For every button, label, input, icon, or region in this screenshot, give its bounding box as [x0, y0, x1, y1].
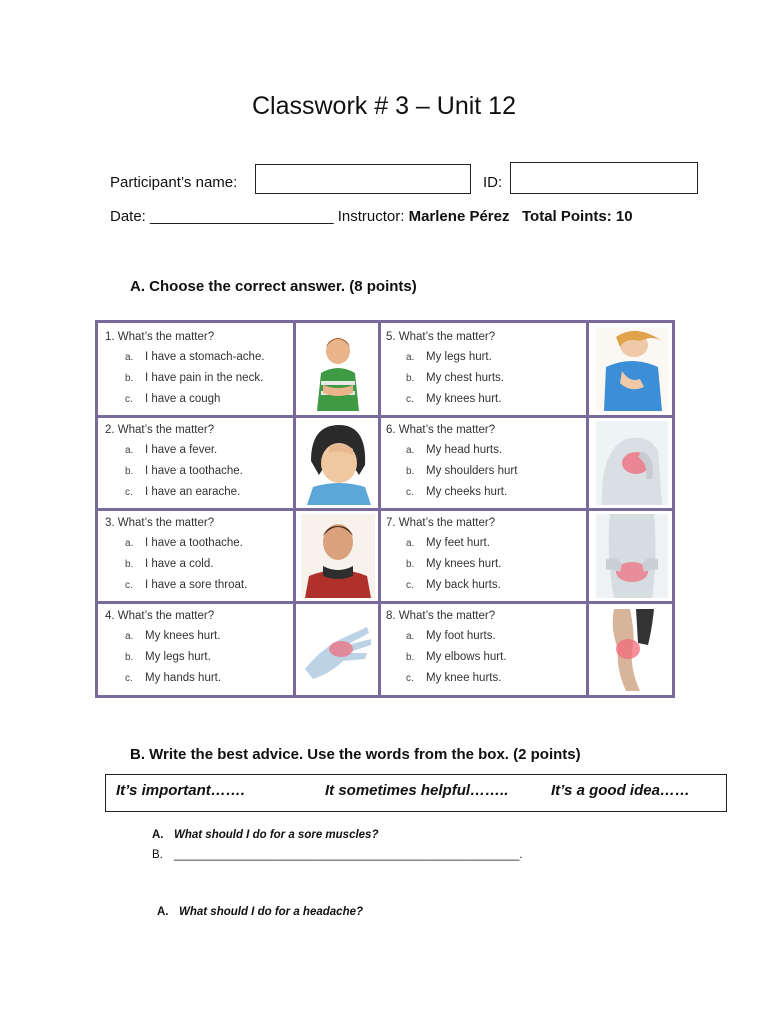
- option-c[interactable]: c. My hands hurt.: [125, 672, 222, 684]
- option-c[interactable]: c. I have an earache.: [125, 486, 241, 498]
- exercise-grid: [95, 320, 675, 698]
- option-c[interactable]: c. I have a cough: [125, 393, 221, 405]
- option-a[interactable]: a. My knees hurt.: [125, 630, 221, 642]
- fever-child-image: [301, 421, 375, 505]
- sore-throat-man-image: [301, 514, 375, 598]
- option-b[interactable]: b. My knees hurt.: [406, 558, 502, 570]
- knee-pain-image: [596, 609, 668, 691]
- page-title: Classwork # 3 – Unit 12: [251, 92, 516, 120]
- question-4: 4. What’s the matter? a. My knees hurt. b. My legs hurt. c. My hands hurt.: [105, 606, 221, 689]
- question-7: 7. What’s the matter? a. My feet hurt. b. My knees hurt. c. My back hurts.: [386, 513, 501, 596]
- option-b[interactable]: b. My legs hurt.: [125, 651, 211, 663]
- instructor-name: Marlene Pérez: [408, 208, 510, 225]
- option-c[interactable]: c. I have a sore throat.: [125, 579, 248, 591]
- option-c[interactable]: c. My back hurts.: [406, 579, 501, 591]
- total-points: Total Points: 10: [522, 208, 633, 225]
- word-box: [105, 774, 727, 812]
- option-a[interactable]: a. I have a fever.: [125, 444, 218, 456]
- instructor-label: Instructor:: [337, 208, 405, 225]
- word-box-phrase: It sometimes helpful……..: [325, 782, 509, 799]
- date-label: Date: ______________________: [110, 208, 334, 225]
- option-a[interactable]: a. I have a stomach-ache.: [125, 351, 265, 363]
- word-box-phrase: It’s important…….: [116, 782, 245, 799]
- participant-row: [110, 164, 710, 196]
- option-b[interactable]: b. My shoulders hurt: [406, 465, 518, 477]
- option-b[interactable]: b. I have a cold.: [125, 558, 214, 570]
- question-2: 2. What’s the matter? a. I have a fever. b. I have a toothache. c. I have an earache.: [105, 420, 243, 503]
- grid-divider: [98, 415, 672, 418]
- word-box-phrase: It’s a good idea……: [551, 782, 690, 799]
- option-b[interactable]: b. I have pain in the neck.: [125, 372, 264, 384]
- grid-divider: [98, 601, 672, 604]
- option-a[interactable]: a. My legs hurt.: [406, 351, 492, 363]
- question-3: 3. What’s the matter? a. I have a toothache. b. I have a cold. c. I have a sore throat.: [105, 513, 247, 596]
- participant-name-field[interactable]: [255, 164, 471, 194]
- section-a-title: A. Choose the correct answer. (8 points): [130, 278, 417, 295]
- option-b[interactable]: b. My chest hurts.: [406, 372, 504, 384]
- grid-divider: [98, 508, 672, 511]
- advice-question-1: A. What should I do for a sore muscles?: [152, 829, 379, 841]
- advice-answer-line[interactable]: B. ______________________________________________________.: [152, 849, 523, 861]
- question-6: 6. What’s the matter? a. My head hurts. b. My shoulders hurt c. My cheeks hurt.: [386, 420, 517, 503]
- id-field[interactable]: [510, 162, 698, 194]
- chest-pain-woman-image: [596, 327, 668, 411]
- option-c[interactable]: c. My knees hurt.: [406, 393, 502, 405]
- option-b[interactable]: b. I have a toothache.: [125, 465, 243, 477]
- hand-pain-image: [301, 609, 375, 689]
- option-a[interactable]: a. My head hurts.: [406, 444, 503, 456]
- option-b[interactable]: b. My elbows hurt.: [406, 651, 507, 663]
- name-label: Participant’s name:: [110, 174, 238, 191]
- id-label: ID:: [483, 174, 503, 191]
- date-instructor-row: [110, 208, 633, 225]
- stomach-ache-boy-image: [303, 329, 373, 411]
- question-8: 8. What’s the matter? a. My foot hurts. b. My elbows hurt. c. My knee hurts.: [386, 606, 507, 689]
- advice-question-2: A. What should I do for a headache?: [157, 906, 364, 918]
- shoulder-pain-image: [596, 421, 668, 505]
- option-a[interactable]: a. My foot hurts.: [406, 630, 496, 642]
- question-1: 1. What’s the matter? a. I have a stomach-ache. b. I have pain in the neck. c. I have a cough: [105, 327, 265, 410]
- question-5: 5. What’s the matter? a. My legs hurt. b. My chest hurts. c. My knees hurt.: [386, 327, 504, 410]
- option-a[interactable]: a. I have a toothache.: [125, 537, 243, 549]
- option-c[interactable]: c. My knee hurts.: [406, 672, 502, 684]
- section-b-title: B. Write the best advice. Use the words from the box. (2 points): [130, 746, 581, 763]
- option-c[interactable]: c. My cheeks hurt.: [406, 486, 508, 498]
- option-a[interactable]: a. My feet hurt.: [406, 537, 490, 549]
- back-pain-image: [596, 514, 668, 598]
